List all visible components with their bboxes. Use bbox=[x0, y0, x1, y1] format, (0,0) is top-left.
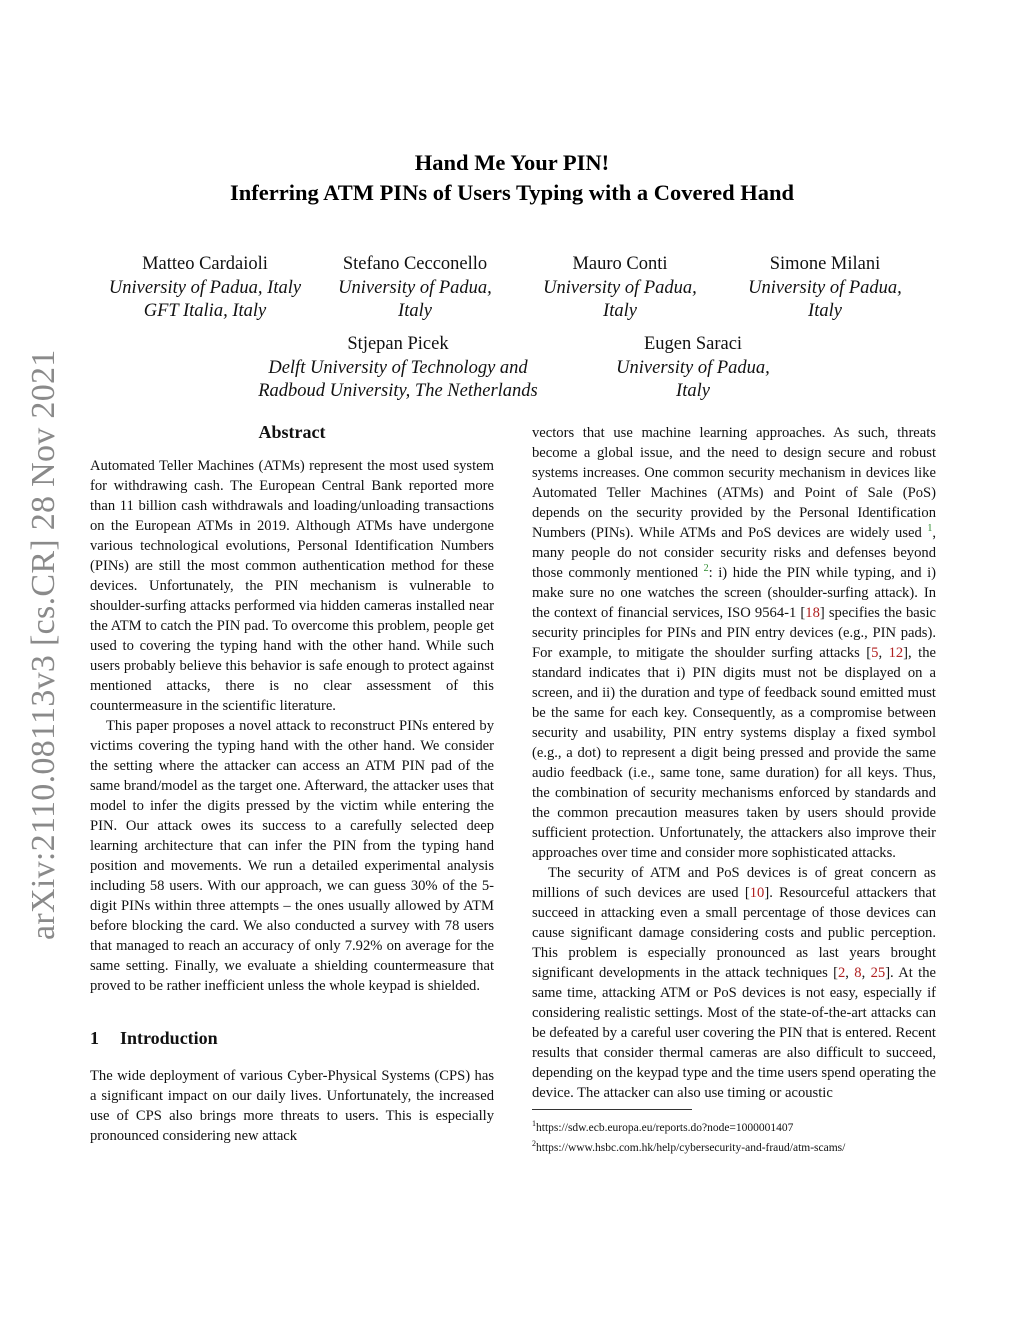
author-block bbox=[315, 253, 515, 324]
text-run: , many people do not consider security risks and defenses beyond those commonly mentioned bbox=[532, 525, 936, 581]
intro-paragraph-1: The wide deployment of various Cyber-Physical Systems (CPS) has a significant impact on our daily lives. Unfortunately, the increased use of CPS also brings more threats to users. This is especially pronounced considering new attack bbox=[90, 1068, 494, 1144]
text-run: The security of ATM and PoS devices is of great concern as millions of such devices are used [ bbox=[532, 865, 936, 901]
author-block bbox=[95, 253, 315, 324]
abstract-paragraph-2: This paper proposes a novel attack to reconstruct PINs entered by victims covering the typing hand with the other hand. We consider the setting where the attacker can access an ATM PIN pad of the same brand/model as the target one. Afterward, the attacker uses that model to infer the digits pressed by the victim while entering the PIN. Our attack owes its success to a carefully selected deep learning architecture that can infer the PIN from the typing hand position and movements. We run a detailed experimental analysis including 58 users. With our approach, we can guess 30% of the 5-digit PINs within three attempts – the ones usually allowed by ATM before blocking the card. We also conducted a survey with 78 users that managed to reach an accuracy of only 7.92% on average for the same setting. Finally, we evaluate a shielding countermeasure that proved to be rather inefficient unless the whole keypad is shielded. bbox=[90, 718, 494, 994]
text-run: ]. At the same time, attacking ATM or PoS devices is not easy, especially if considering realistic settings. Most of the state-of-the-art attacks can be defeated by a careful user covering the PIN that is entered. Recent results that consider thermal cameras are also difficult to succeed, depending on the keypad type and the time users spend operating the device. The attacker can also use timing or acoustic bbox=[532, 965, 936, 1101]
author-block bbox=[515, 253, 725, 324]
authors-row-2 bbox=[233, 333, 793, 404]
citation-link[interactable]: 18 bbox=[805, 605, 820, 621]
author-name: Eugen Saraci bbox=[643, 334, 743, 354]
citation-link[interactable]: 10 bbox=[749, 885, 765, 901]
author-affiliation: Italy bbox=[808, 301, 842, 321]
footnote-mark: 2 bbox=[532, 1138, 536, 1148]
citation-link[interactable]: 8 bbox=[854, 965, 862, 981]
footnote-1 bbox=[532, 1116, 936, 1136]
author-block bbox=[233, 333, 563, 404]
author-affiliation: University of Padua, Italy bbox=[108, 277, 302, 298]
section-heading-introduction bbox=[90, 1026, 494, 1050]
citation-link[interactable]: 25 bbox=[870, 965, 886, 981]
text-run: vectors that use machine learning approaches. As such, threats become a global issue, and the need to design secure and robust systems increases. One common security mechanism in devices like Automated Teller Machines (ATMs) and Point of Sale (PoS) depends on the security provided by the Personal Identification Numbers (PINs). While ATMs and PoS devices are widely used bbox=[532, 425, 936, 541]
footnote-url[interactable]: https://sdw.ecb.europa.eu/reports.do?node=1000001407 bbox=[536, 1121, 794, 1134]
footnote-url[interactable]: https://www.hsbc.com.hk/help/cybersecurity-and-fraud/atm-scams/ bbox=[536, 1141, 846, 1154]
intro-paragraph-3 bbox=[532, 863, 936, 1103]
title-line-1: Hand Me Your PIN! bbox=[414, 150, 610, 175]
left-column bbox=[90, 420, 494, 1146]
citation-link[interactable]: 12 bbox=[888, 645, 904, 661]
author-name: Mauro Conti bbox=[572, 254, 668, 274]
author-name: Stefano Cecconello bbox=[342, 254, 488, 274]
author-name: Stjepan Picek bbox=[347, 334, 449, 354]
author-name: Simone Milani bbox=[769, 254, 881, 274]
author-affiliation: Delft University of Technology and bbox=[268, 357, 528, 378]
text-run: ], the standard indicates that i) PIN digits must not be displayed on a screen, and ii) the duration and type of feedback sound emitted must be the same for each key. Consequently, as a compromise between security and usability, PIN entry systems display a fixed symbol (e.g., a dot) to represent a digit being pressed and provide the same audio feedback (i.e., same tone, same duration) for all keys. Thus, the combination of security mechanisms enforced by standards and the common precaution measures taken by users should provide sufficient protection. Unfortunately, the attackers also improve their approaches over time and consider more sophisticated attacks. bbox=[532, 645, 936, 861]
intro-paragraph-2 bbox=[532, 423, 936, 863]
author-affiliation: Italy bbox=[398, 301, 432, 321]
paper-title bbox=[0, 148, 1024, 208]
author-affiliation: University of Padua, bbox=[748, 277, 902, 298]
author-affiliation: GFT Italia, Italy bbox=[143, 301, 267, 321]
author-affiliation: Italy bbox=[603, 301, 637, 321]
footnote-divider bbox=[532, 1109, 692, 1110]
citation-link[interactable]: 5 bbox=[871, 645, 879, 661]
author-block bbox=[725, 253, 925, 324]
text-run: ] specifies the basic security principles for PINs and PIN entry devices (e.g., PIN pads). For example, to mitigate the shoulder surfing attacks [ bbox=[532, 605, 936, 661]
author-affiliation: University of Padua, bbox=[338, 277, 492, 298]
right-column bbox=[532, 423, 936, 1156]
author-name: Matteo Cardaioli bbox=[142, 254, 268, 274]
author-affiliation: University of Padua, bbox=[543, 277, 697, 298]
arxiv-identifier: arXiv:2110.08113v3 [cs.CR] 28 Nov 2021 bbox=[25, 349, 62, 940]
author-affiliation: Radboud University, The Netherlands bbox=[258, 381, 538, 401]
author-block bbox=[593, 333, 793, 404]
text-run: , bbox=[845, 965, 855, 981]
footnote-mark: 1 bbox=[532, 1119, 536, 1128]
footnote-ref-1[interactable]: 1 bbox=[927, 523, 933, 535]
author-affiliation: Italy bbox=[676, 381, 710, 401]
abstract-paragraph-1: Automated Teller Machines (ATMs) represent the most used system for withdrawing cash. The European Central Bank reported more than 11 billion cash withdrawals and loading/unloading transactions on the European ATMs in 2019. Although ATMs have undergone various technological evolutions, Personal Identification Numbers (PINs) are still the most common authentication method for these devices. Unfortunately, the PIN mechanism is vulnerable to shoulder-surfing attacks performed via hidden cameras installed near the ATM to catch the PIN pad. To overcome this problem, people get used to covering the typing hand with the other hand. While such users probably believe this behavior is safe enough to protect against mentioned attacks, there is no clear assessment of this countermeasure in the scientific literature. bbox=[90, 458, 494, 714]
footnote-2 bbox=[532, 1136, 936, 1156]
text-run: ]. Resourceful attackers that succeed in attacking even a small percentage of those devices can cause significant damage considering costs and public perception. This problem is especially pronounced as last years brought significant developments in the attack techniques [ bbox=[532, 885, 937, 981]
author-affiliation: University of Padua, bbox=[616, 357, 770, 378]
text-run: , bbox=[861, 965, 871, 981]
citation-link[interactable]: 2 bbox=[838, 965, 846, 981]
section-title: Introduction bbox=[120, 1028, 218, 1048]
abstract-heading: Abstract bbox=[258, 422, 326, 442]
text-run: , bbox=[878, 645, 889, 661]
title-line-2: Inferring ATM PINs of Users Typing with a Covered Hand bbox=[230, 180, 794, 205]
section-number: 1 bbox=[90, 1028, 99, 1048]
footnote-ref-2[interactable]: 2 bbox=[703, 563, 709, 575]
text-run: : i) hide the PIN while typing, and i) make sure no one watches the screen (shoulder-surfing attack). In the context of financial services, ISO 9564-1 [ bbox=[532, 565, 937, 621]
authors-row-1 bbox=[95, 253, 945, 324]
